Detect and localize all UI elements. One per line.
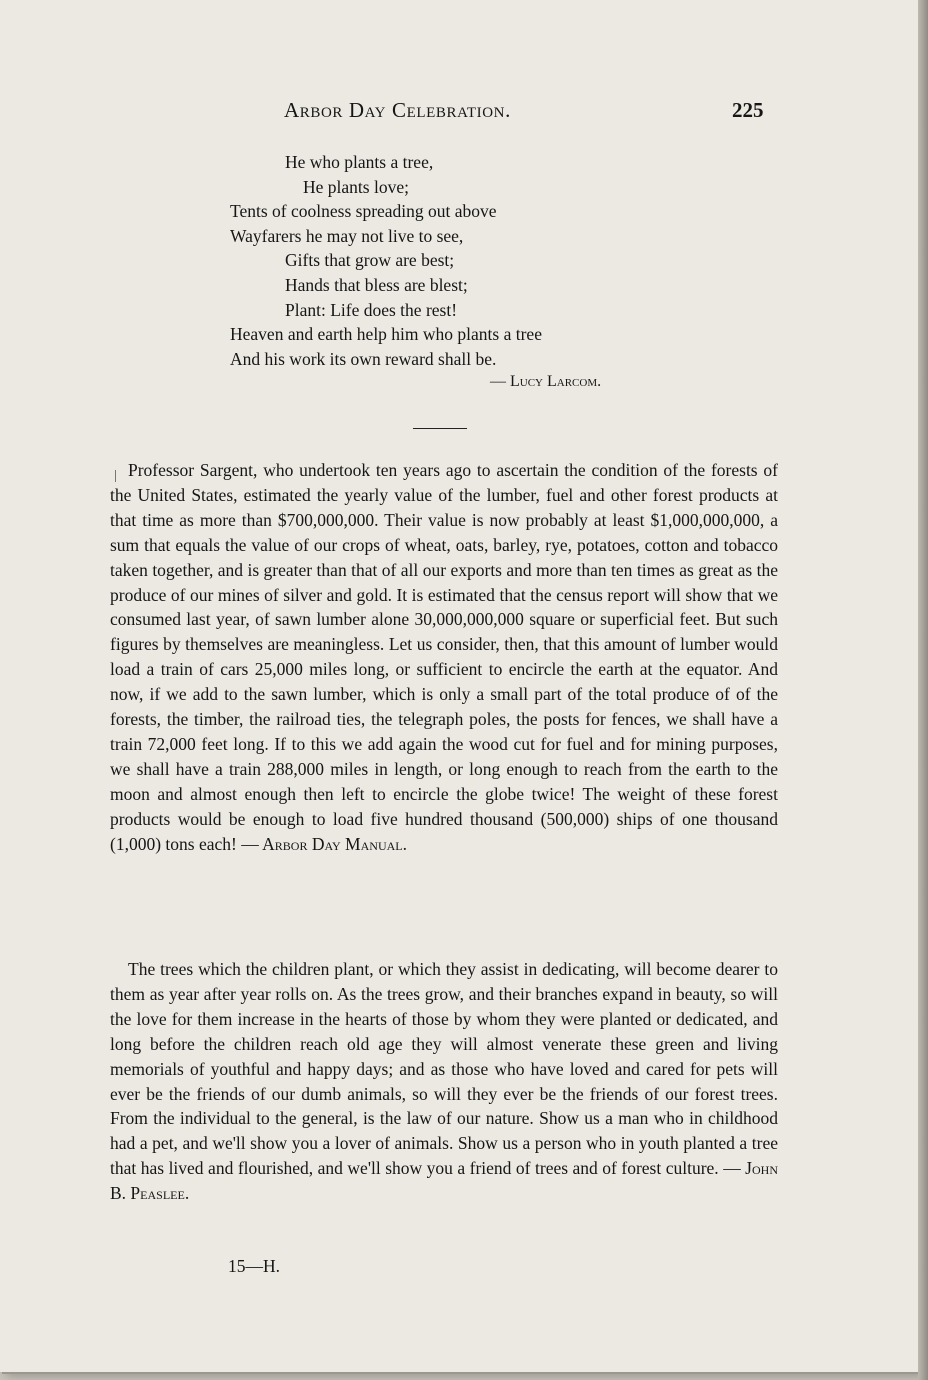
paragraph-children-trees: [110, 957, 778, 1206]
poem-line: Hands that bless are blest;: [285, 274, 468, 295]
poem-line: And his work its own reward shall be.: [230, 348, 497, 369]
section-divider: [413, 428, 467, 429]
poem-line: Gifts that grow are best;: [285, 250, 455, 271]
paragraph-source: — John B. Peaslee.: [110, 1158, 778, 1204]
page-edge: [918, 0, 928, 1380]
running-head: Arbor Day Celebration.: [284, 98, 511, 122]
poem-line: He plants love;: [303, 176, 409, 197]
poem-attribution: — Lucy Larcom.: [490, 373, 602, 390]
poem-line: Heaven and earth help him who plants a tree: [230, 324, 542, 345]
poem-line: Tents of coolness spreading out above: [230, 201, 497, 222]
signature-mark: 15—H.: [228, 1256, 281, 1276]
poem-line: Wayfarers he may not live to see,: [230, 225, 464, 246]
page-number: 225: [732, 98, 764, 122]
paragraph-forest-products: [110, 458, 778, 857]
paragraph-text: The trees which the children plant, or which they assist in dedicating, will become dearer to them as year after year rolls on. As the trees grow, and their branches expand in beauty, so will the love for them increase in the hearts of those by whom they were planted or dedicated, and long before the children reach old age they will almost venerate these green and living memorials of youthful and happy days; and as those who have loved and cared for pets will ever be the friends of our dumb animals, so will they ever be the friends of our forest trees. From the individual to the general, is the law of our nature. Show us a man who in childhood had a pet, and we'll show you a lover of animals. Show us a person who in youth planted a tree that has lived and flourished, and we'll show you a friend of trees and of forest culture.: [110, 959, 778, 1179]
paragraph-source: — Arbor Day Manual.: [241, 833, 407, 854]
poem-line: He who plants a tree,: [285, 152, 434, 172]
poem: [230, 150, 660, 371]
poem-line: Plant: Life does the rest!: [285, 299, 458, 320]
paragraph-text: Professor Sargent, who undertook ten years ago to ascertain the condition of the forests of the United States, estimated the yearly value of the lumber, fuel and other forest products at that time as more than $700,000,000. Their value is now probably at least $1,000,000,000, a sum that equals the value of our crops of wheat, oats, barley, rye, potatoes, cotton and tobacco taken together, and is greater than that of all our exports and more than ten times as great as the produce of our mines of silver and gold. It is estimated that the census report will show that we consumed last year, of sawn lumber alone 30,000,000,000 square or superficial feet. But such figures by themselves are meaningless. Let us consider, then, that this amount of lumber would load a train of cars 25,000 miles long, or sufficient to encircle the earth at the equator. And now, if we add to the sawn lumber, which is only a small part of the total produce of of the forests, the timber, the railroad ties, the telegraph poles, the posts for fences, we shall have a train 72,000 feet long. If to this we add again the wood cut for fuel and for mining purposes, we shall have a train 288,000 miles in length, or long enough to reach from the earth to the moon and almost enough then left to encircle the globe twice! The weight of these forest products would be enough to load five hundred thousand (500,000) ships of one thousand (1,000) tons each!: [110, 460, 778, 854]
